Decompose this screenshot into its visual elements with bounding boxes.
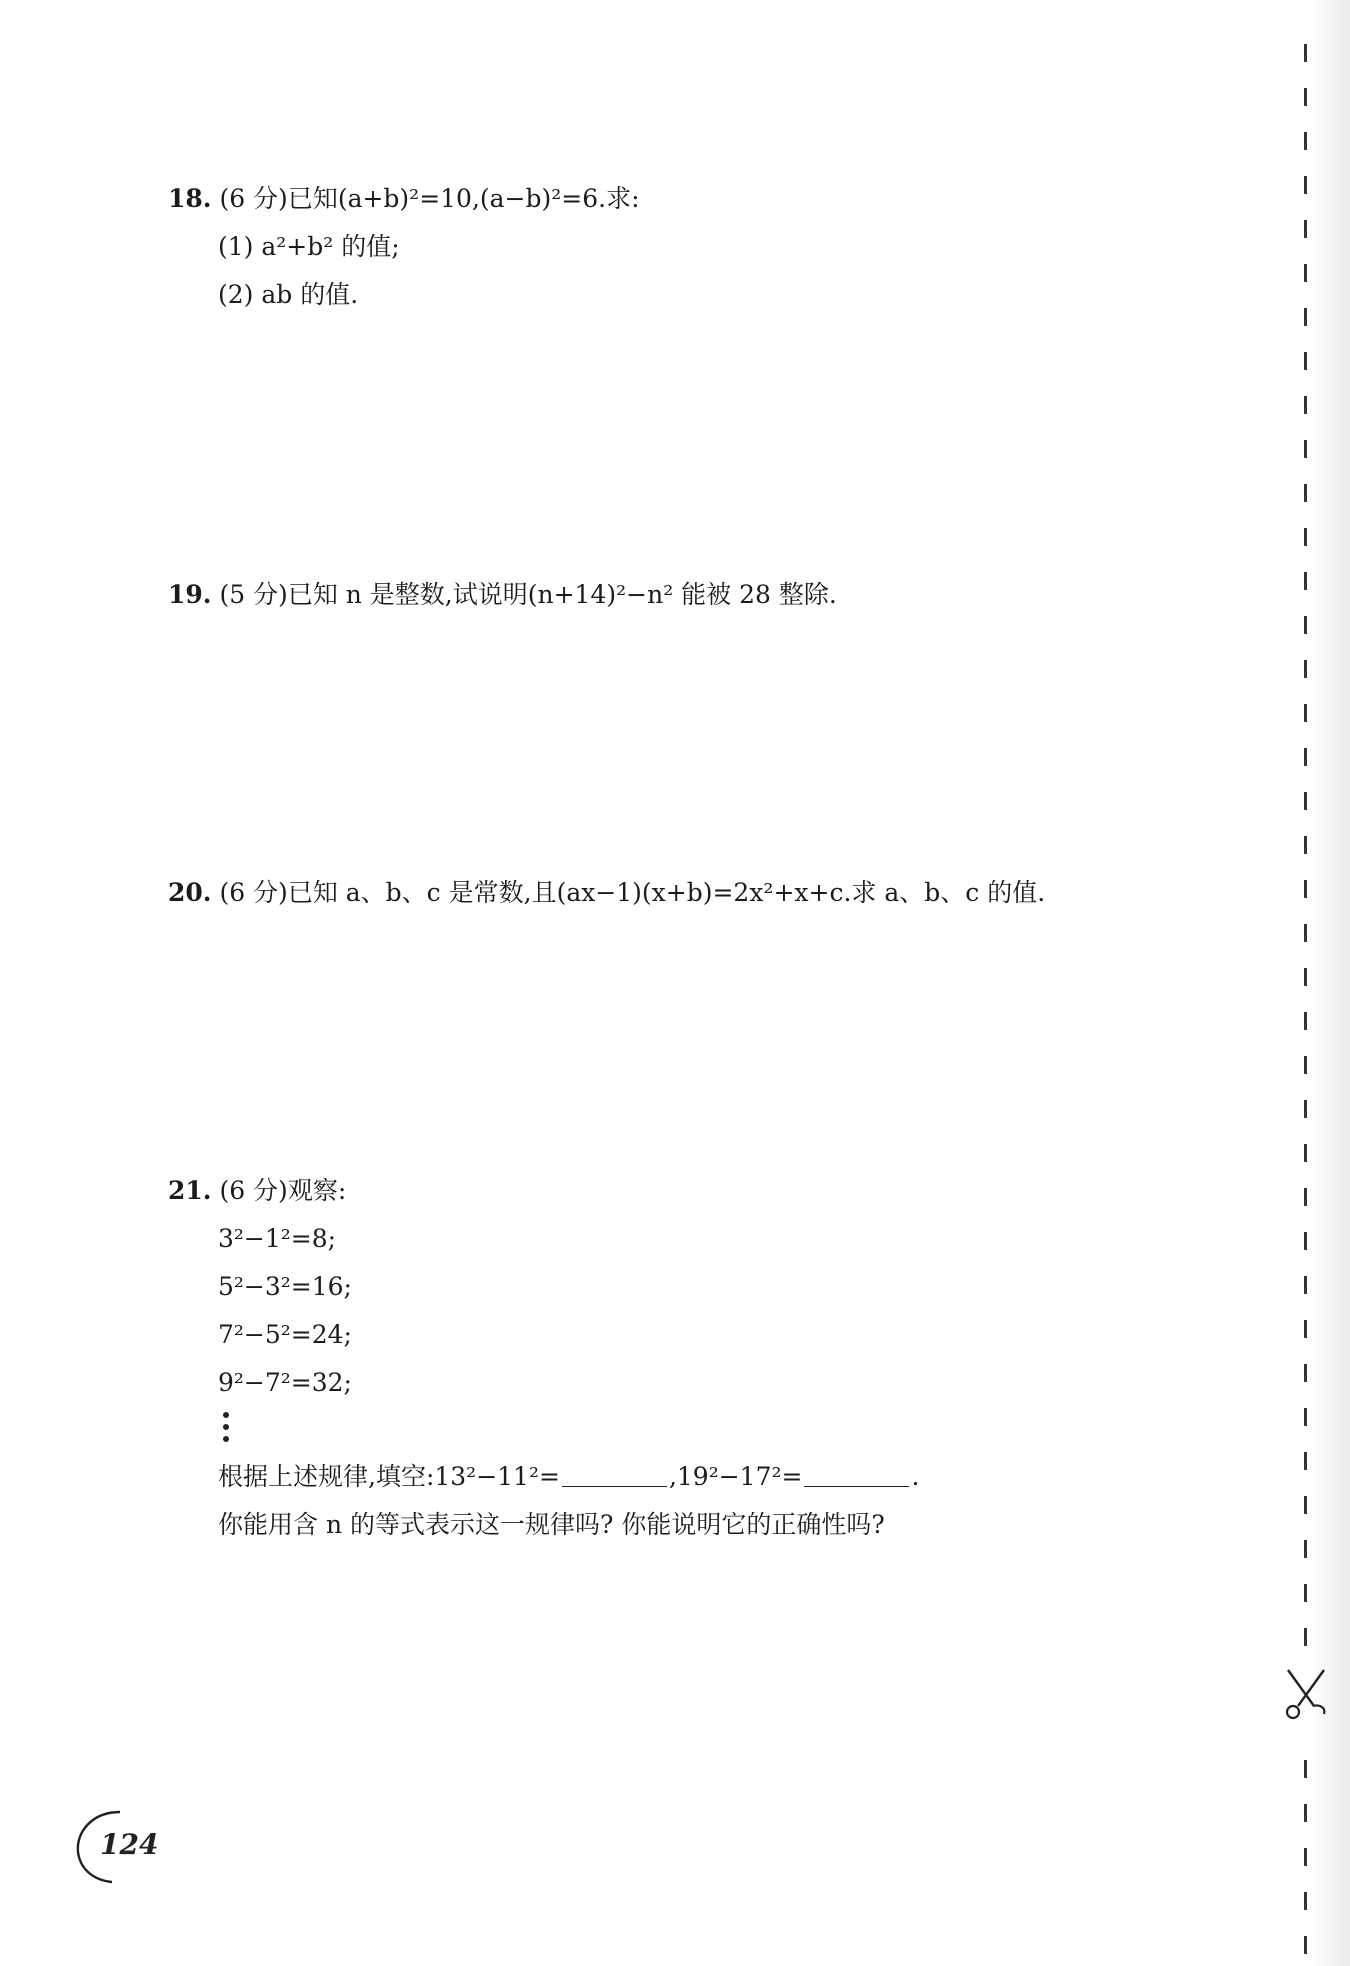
observation-line-3: 7²−5²=24; xyxy=(218,1320,352,1349)
cut-line-dash xyxy=(1304,1540,1307,1558)
observation-line-4: 9²−7²=32; xyxy=(218,1368,352,1397)
cut-line-dash xyxy=(1304,1012,1307,1030)
cut-line-dash xyxy=(1304,1804,1307,1822)
cut-line-dash xyxy=(1304,132,1307,150)
question-18 xyxy=(168,182,640,216)
cut-line-dash xyxy=(1304,440,1307,458)
cut-line-dash xyxy=(1304,44,1307,62)
cut-line-dash xyxy=(1304,924,1307,942)
page-number: 124 xyxy=(100,1828,159,1861)
cut-line-dash xyxy=(1304,1936,1307,1954)
cut-line-dash xyxy=(1304,968,1307,986)
cut-line-dash xyxy=(1304,220,1307,238)
cut-line-dash xyxy=(1304,1100,1307,1118)
question-18-text: (6 分)已知(a+b)²=10,(a−b)²=6.求: xyxy=(219,184,640,213)
question-19 xyxy=(168,578,837,612)
cut-line-dash xyxy=(1304,748,1307,766)
fill-in-expression-1: 13²−11²= xyxy=(434,1462,560,1491)
cut-line-dash xyxy=(1304,660,1307,678)
cut-line-dash xyxy=(1304,836,1307,854)
cut-line-dash xyxy=(1304,792,1307,810)
cut-line-dash xyxy=(1304,1276,1307,1294)
answer-blank-2[interactable] xyxy=(804,1464,909,1487)
cut-line-dash xyxy=(1304,1320,1307,1338)
cut-line-dash xyxy=(1304,176,1307,194)
cut-line-dash xyxy=(1304,1056,1307,1074)
question-18-part-2: (2) ab 的值. xyxy=(218,280,359,309)
observation-line-2: 5²−3²=16; xyxy=(218,1272,352,1301)
cut-line-dash xyxy=(1304,1848,1307,1866)
cut-line-dash xyxy=(1304,484,1307,502)
question-21 xyxy=(168,1174,346,1208)
fill-in-expression-2: 19²−17²= xyxy=(676,1462,803,1491)
cut-line-dash xyxy=(1304,264,1307,282)
cut-line-dash xyxy=(1304,1892,1307,1910)
question-21-number: 21. xyxy=(168,1176,212,1205)
cut-line-dash xyxy=(1304,1408,1307,1426)
cut-line-dash xyxy=(1304,308,1307,326)
fill-in-end: . xyxy=(911,1462,920,1491)
cut-line-dash xyxy=(1304,880,1307,898)
question-21-prompt: 你能用含 n 的等式表示这一规律吗? 你能说明它的正确性吗? xyxy=(218,1510,885,1539)
vertical-ellipsis-icon xyxy=(220,1412,232,1448)
cut-line-dash xyxy=(1304,1232,1307,1250)
answer-blank-1[interactable] xyxy=(562,1464,667,1487)
question-20-number: 20. xyxy=(168,878,212,907)
question-20-text: (6 分)已知 a、b、c 是常数,且(ax−1)(x+b)=2x²+x+c.求 a、b、c 的值. xyxy=(219,878,1046,907)
question-18-part-1: (1) a²+b² 的值; xyxy=(218,232,400,261)
cut-line-dash xyxy=(1304,1144,1307,1162)
cut-line-dash xyxy=(1304,1188,1307,1206)
cut-line-dash xyxy=(1304,528,1307,546)
question-21-text: (6 分)观察: xyxy=(219,1176,347,1205)
cut-line-dash xyxy=(1304,88,1307,106)
question-19-text: (5 分)已知 n 是整数,试说明(n+14)²−n² 能被 28 整除. xyxy=(219,580,837,609)
fill-in-prefix: 根据上述规律,填空: xyxy=(218,1462,435,1491)
cut-line-dash xyxy=(1304,352,1307,370)
cut-line-dash xyxy=(1304,1496,1307,1514)
observation-line-1: 3²−1²=8; xyxy=(218,1224,337,1253)
question-18-number: 18. xyxy=(168,184,212,213)
cut-line-dash xyxy=(1304,704,1307,722)
fill-in-line xyxy=(218,1460,919,1494)
cut-line-dash xyxy=(1304,572,1307,590)
cut-line-dash xyxy=(1304,616,1307,634)
question-19-number: 19. xyxy=(168,580,212,609)
cut-line-dash xyxy=(1304,1364,1307,1382)
question-20 xyxy=(168,876,1045,910)
cut-line-dash xyxy=(1304,396,1307,414)
cut-line-dash xyxy=(1304,1760,1307,1778)
page-number-badge xyxy=(72,1806,159,1886)
cut-line-dash xyxy=(1304,1452,1307,1470)
fill-in-separator: , xyxy=(668,1462,677,1491)
cut-line-dash xyxy=(1304,1584,1307,1602)
cut-line-dash xyxy=(1304,1628,1307,1646)
scissors-icon xyxy=(1280,1668,1332,1728)
